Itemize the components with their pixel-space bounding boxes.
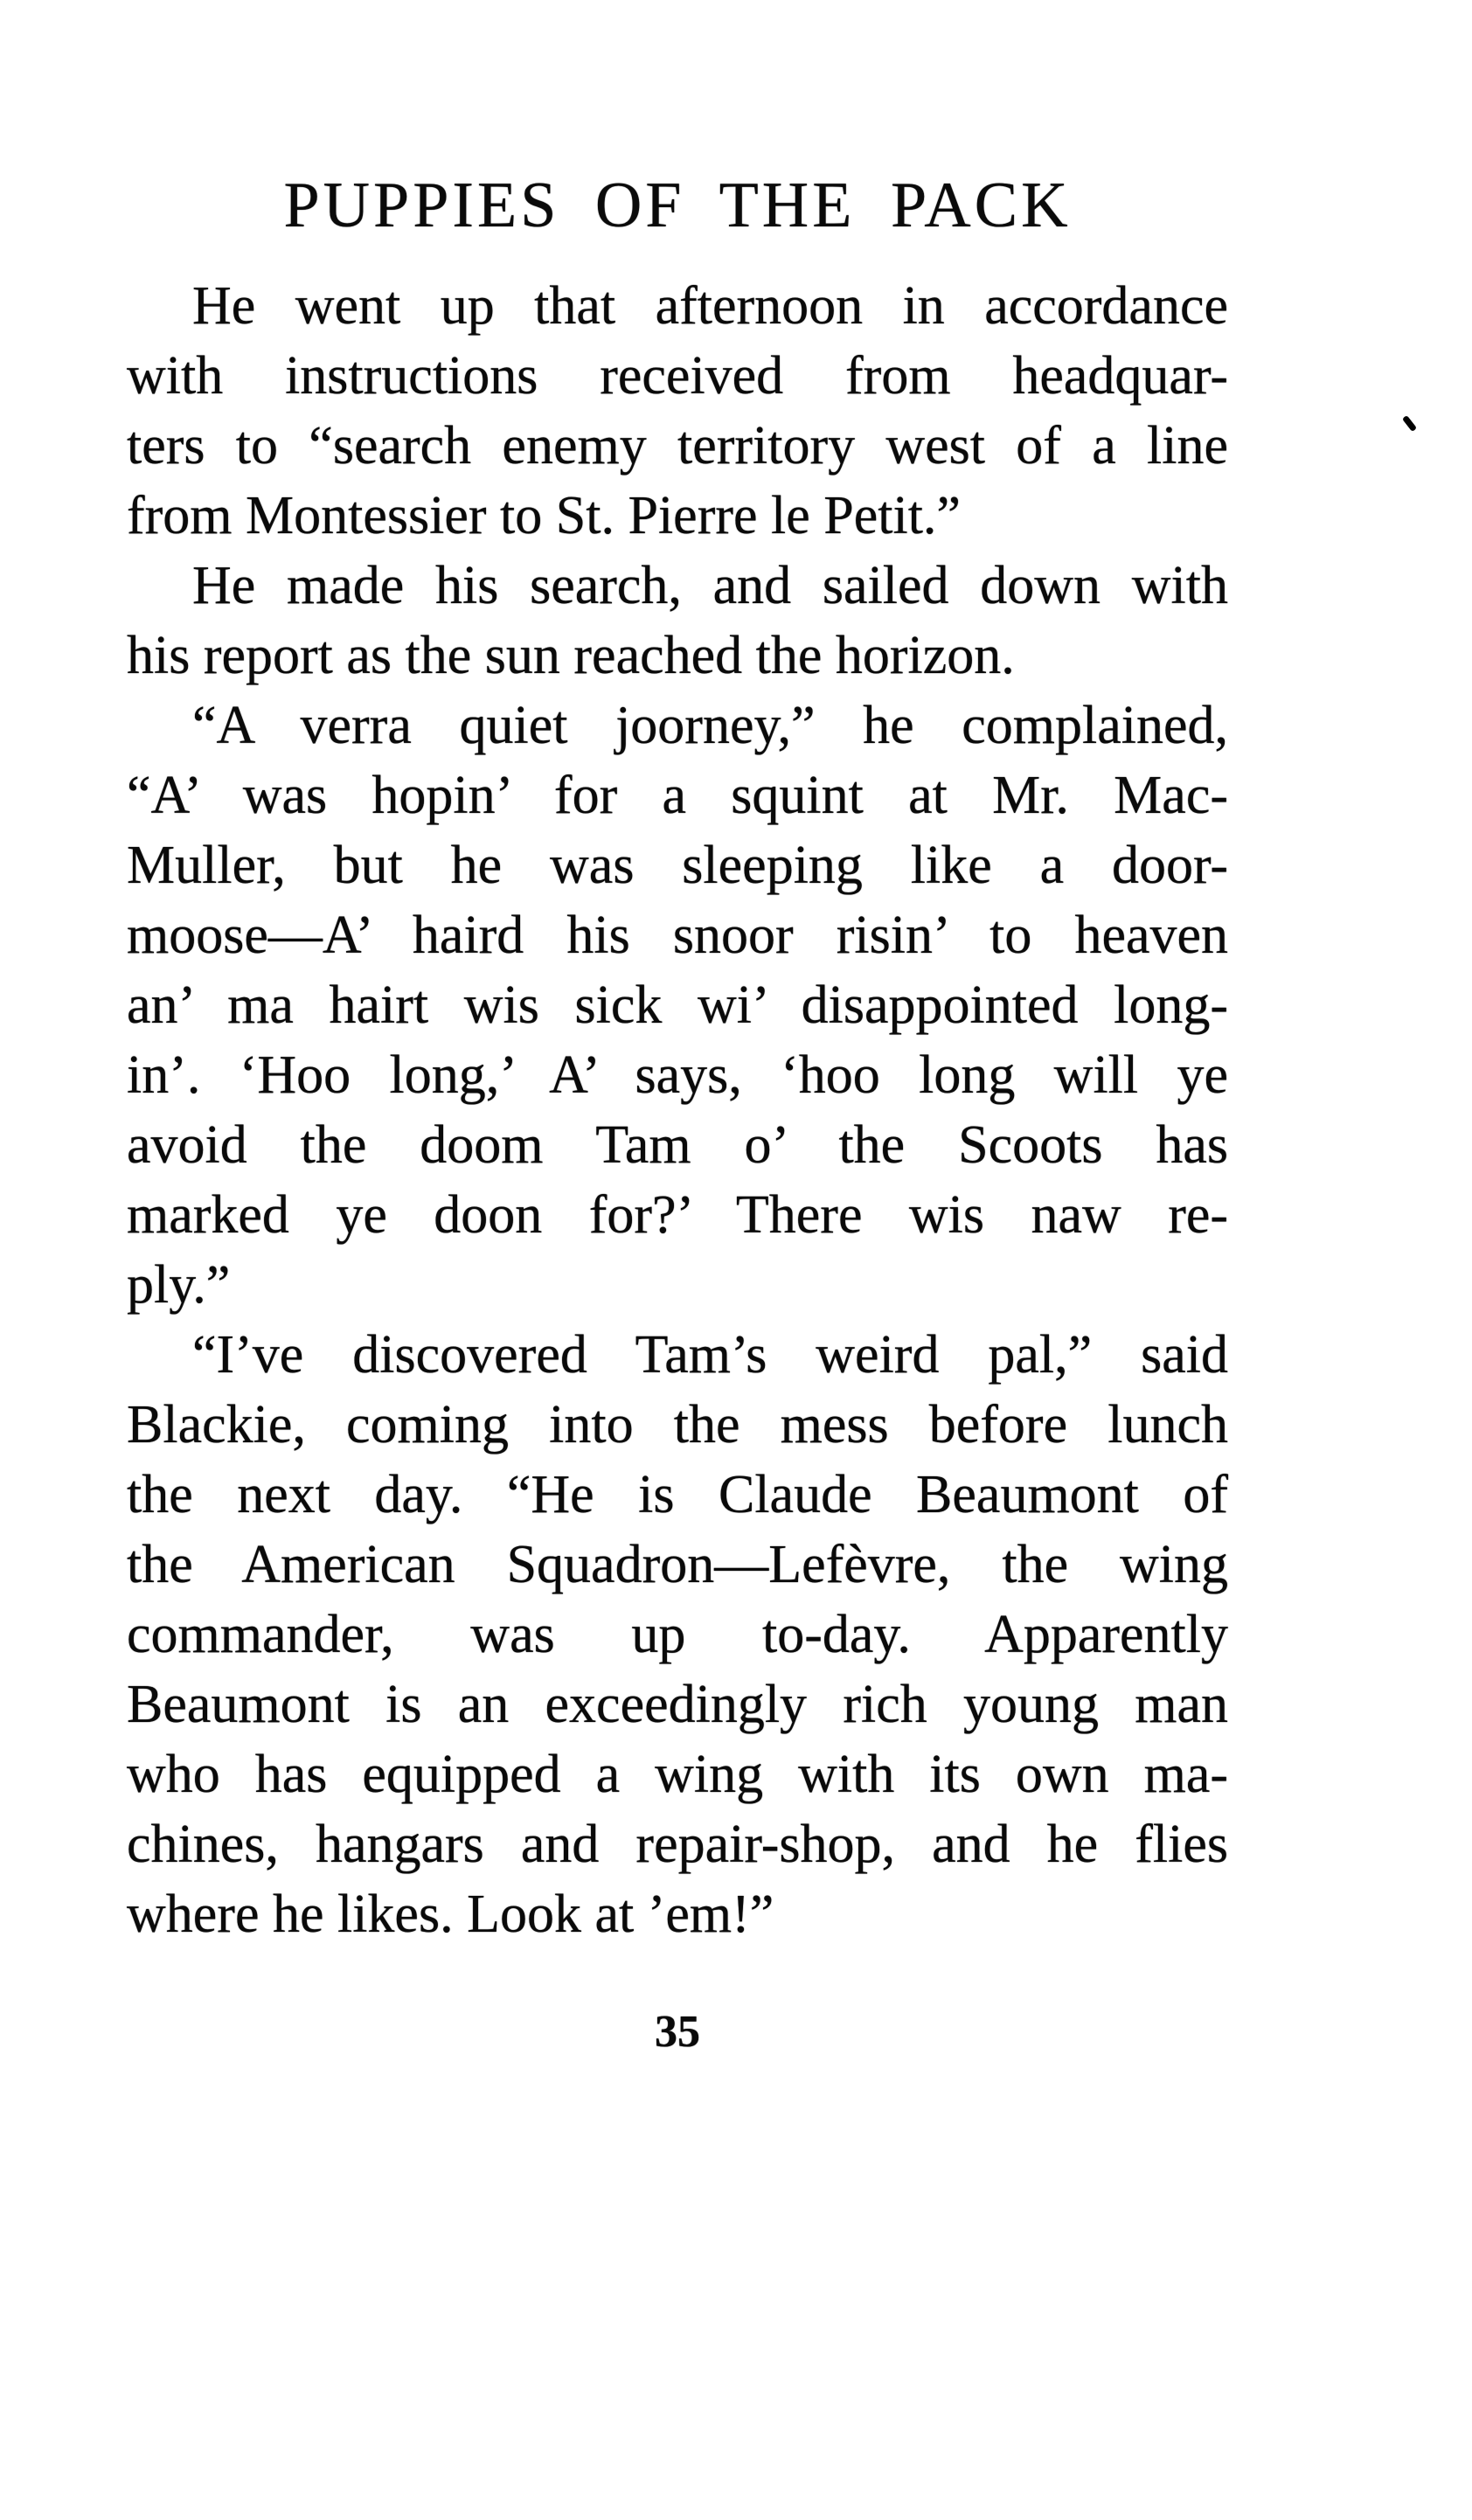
text-line: the next day. “He is Claude Beaumont of [127,1465,1228,1524]
text-line: “A verra quiet joorney,” he complained, [192,696,1228,755]
text-line: chines, hangars and repair-shop, and he flies [127,1815,1228,1874]
scan-artifact-mark [1402,415,1417,432]
text-line: ply.” [127,1255,231,1315]
page-number: 35 [655,2007,700,2057]
text-line: moose—A’ haird his snoor risin’ to heaven [127,906,1228,965]
text-line: with instructions received from headquar- [127,346,1228,406]
text-line: marked ye doon for?’ There wis naw re- [127,1185,1228,1245]
text-line: Muller, but he was sleeping like a door- [127,836,1228,895]
paragraph [127,1320,1228,1949]
page-body [127,271,1228,1949]
paragraph [127,551,1228,691]
text-line: avoid the doom Tam o’ the Scoots has [127,1115,1228,1175]
text-line: “I’ve discovered Tam’s weird pal,” said [192,1325,1228,1385]
text-line: He made his search, and sailed down with [192,556,1228,615]
text-line: ters to “search enemy territory west of a line [127,416,1228,476]
text-line: Beaumont is an exceedingly rich young man [127,1675,1228,1734]
text-line: the American Squadron—Lefèvre, the wing [127,1535,1228,1594]
text-line: from Montessier to St. Pierre le Petit.” [127,486,961,545]
text-line: He went up that afternoon in accordance [192,276,1228,336]
text-line: where he likes. Look at ’em!” [127,1885,774,1944]
text-line: an’ ma hairt wis sick wi’ disappointed long- [127,975,1228,1035]
text-line: his report as the sun reached the horizon. [127,626,1015,685]
book-page [0,170,1472,2520]
text-line: commander, was up to-day. Apparently [127,1605,1228,1664]
paragraph [127,691,1228,1320]
text-line: in’. ‘Hoo long,’ A’ says, ‘hoo long will ye [127,1045,1228,1105]
text-line: Blackie, coming into the mess before lunch [127,1395,1228,1454]
text-line: who has equipped a wing with its own ma- [127,1745,1228,1804]
paragraph [127,271,1228,551]
text-line: “A’ was hopin’ for a squint at Mr. Mac- [127,766,1228,825]
page-title: PUPPIES OF THE PACK [283,170,1072,241]
